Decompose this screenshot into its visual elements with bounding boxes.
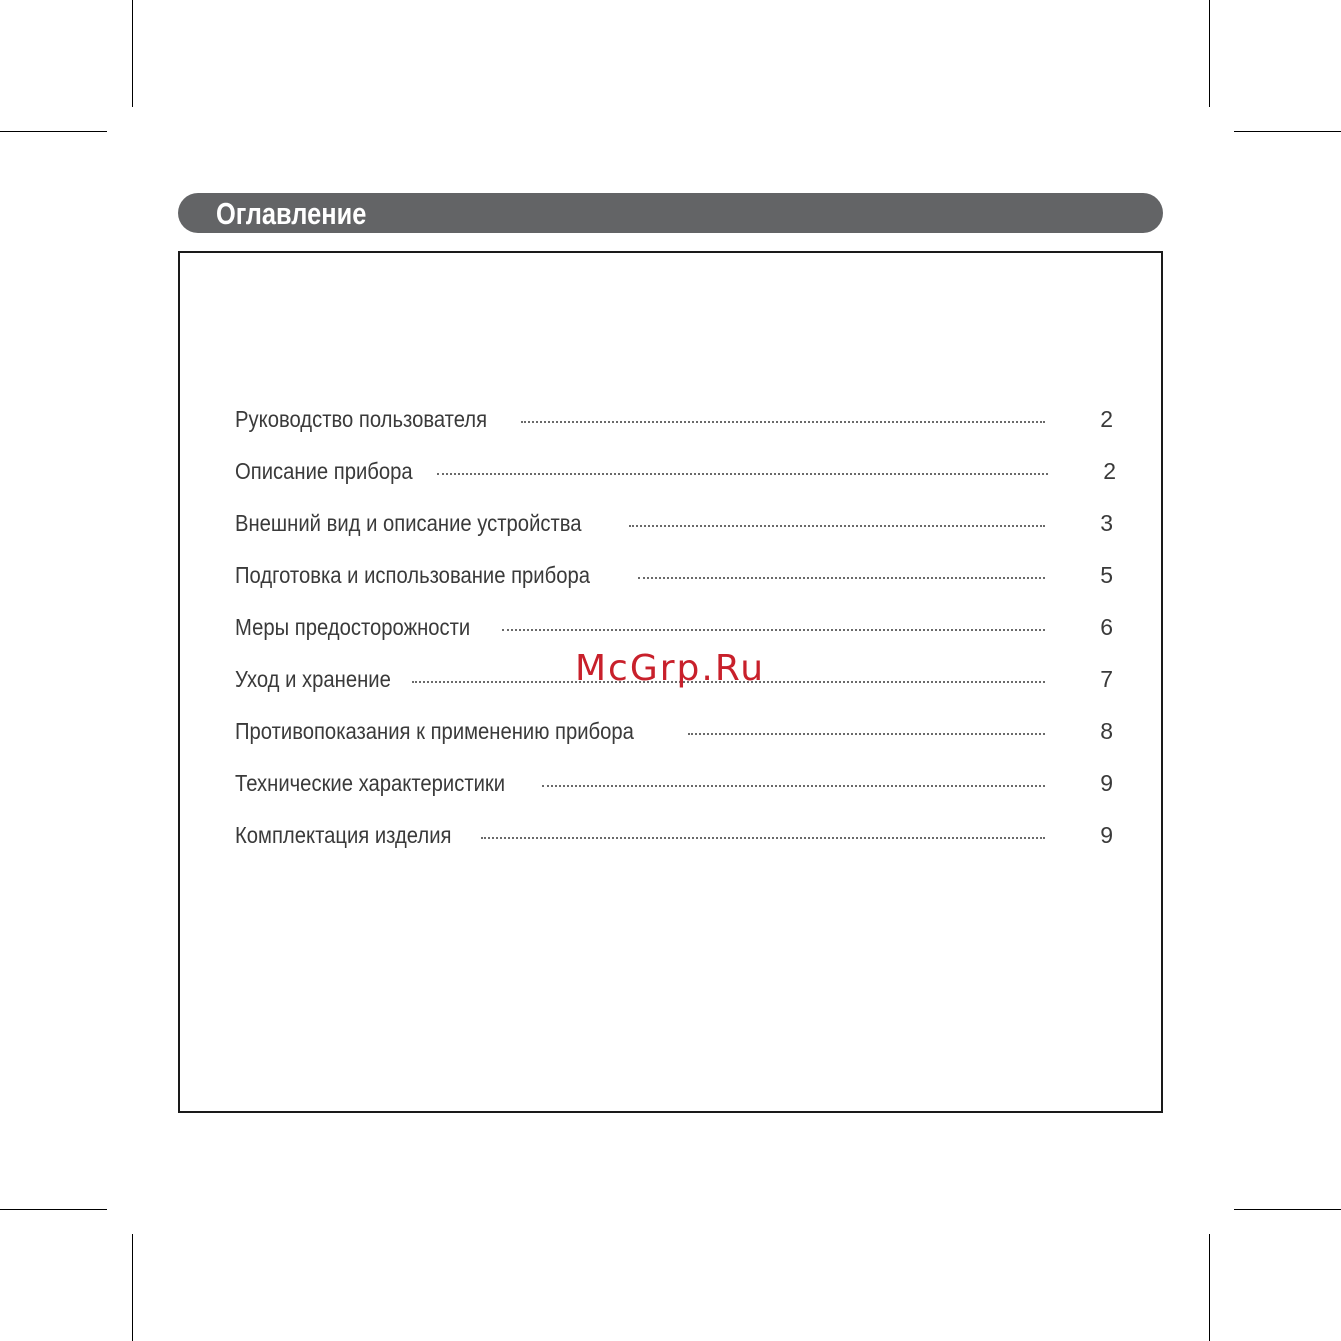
toc-item-label: Уход и хранение (235, 666, 391, 692)
toc-item-label: Подготовка и использование прибора (235, 562, 590, 588)
toc-item-label: Меры предосторожности (235, 614, 471, 640)
toc-item-page: 9 (1100, 770, 1113, 796)
toc-leader-dots (521, 420, 1045, 423)
toc-item[interactable] (235, 458, 1116, 510)
toc-leader-dots (688, 732, 1045, 735)
toc-item-label: Руководство пользователя (235, 406, 488, 432)
toc-leader-dots (638, 576, 1045, 579)
crop-mark (1209, 0, 1210, 107)
crop-mark (1234, 1209, 1341, 1210)
crop-mark (0, 131, 107, 132)
toc-item[interactable] (235, 562, 1113, 614)
toc-item[interactable] (235, 718, 1113, 770)
toc-item-label: Противопоказания к применению прибора (235, 718, 634, 744)
toc-item-page: 5 (1100, 562, 1113, 588)
toc-item-page: 8 (1100, 718, 1113, 744)
toc-item-page: 3 (1100, 510, 1113, 536)
toc-leader-dots (502, 628, 1045, 631)
crop-mark (132, 0, 133, 107)
toc-leader-dots (542, 784, 1045, 787)
toc-item-page: 2 (1100, 406, 1113, 432)
crop-mark (0, 1209, 107, 1210)
crop-mark (1234, 131, 1341, 132)
table-of-contents (235, 406, 1116, 874)
toc-item[interactable] (235, 510, 1113, 562)
crop-mark (1209, 1234, 1210, 1341)
section-header-bar (178, 193, 1163, 233)
toc-item-page: 7 (1100, 666, 1113, 692)
toc-item[interactable] (235, 770, 1113, 822)
toc-item-page: 6 (1100, 614, 1113, 640)
page-title: Оглавление (216, 196, 367, 231)
toc-item-label: Комплектация изделия (235, 822, 452, 848)
toc-item-page: 9 (1100, 822, 1113, 848)
toc-item-label: Описание прибора (235, 458, 413, 484)
toc-leader-dots (629, 524, 1045, 527)
toc-item-label: Технические характеристики (235, 770, 506, 796)
toc-item[interactable] (235, 406, 1113, 458)
toc-leader-dots (437, 472, 1048, 475)
toc-item-page: 2 (1103, 458, 1116, 484)
crop-mark (132, 1234, 133, 1341)
toc-item-label: Внешний вид и описание устройства (235, 510, 582, 536)
toc-item[interactable] (235, 822, 1113, 874)
watermark: McGrp.Ru (575, 648, 766, 689)
toc-leader-dots (481, 836, 1045, 839)
